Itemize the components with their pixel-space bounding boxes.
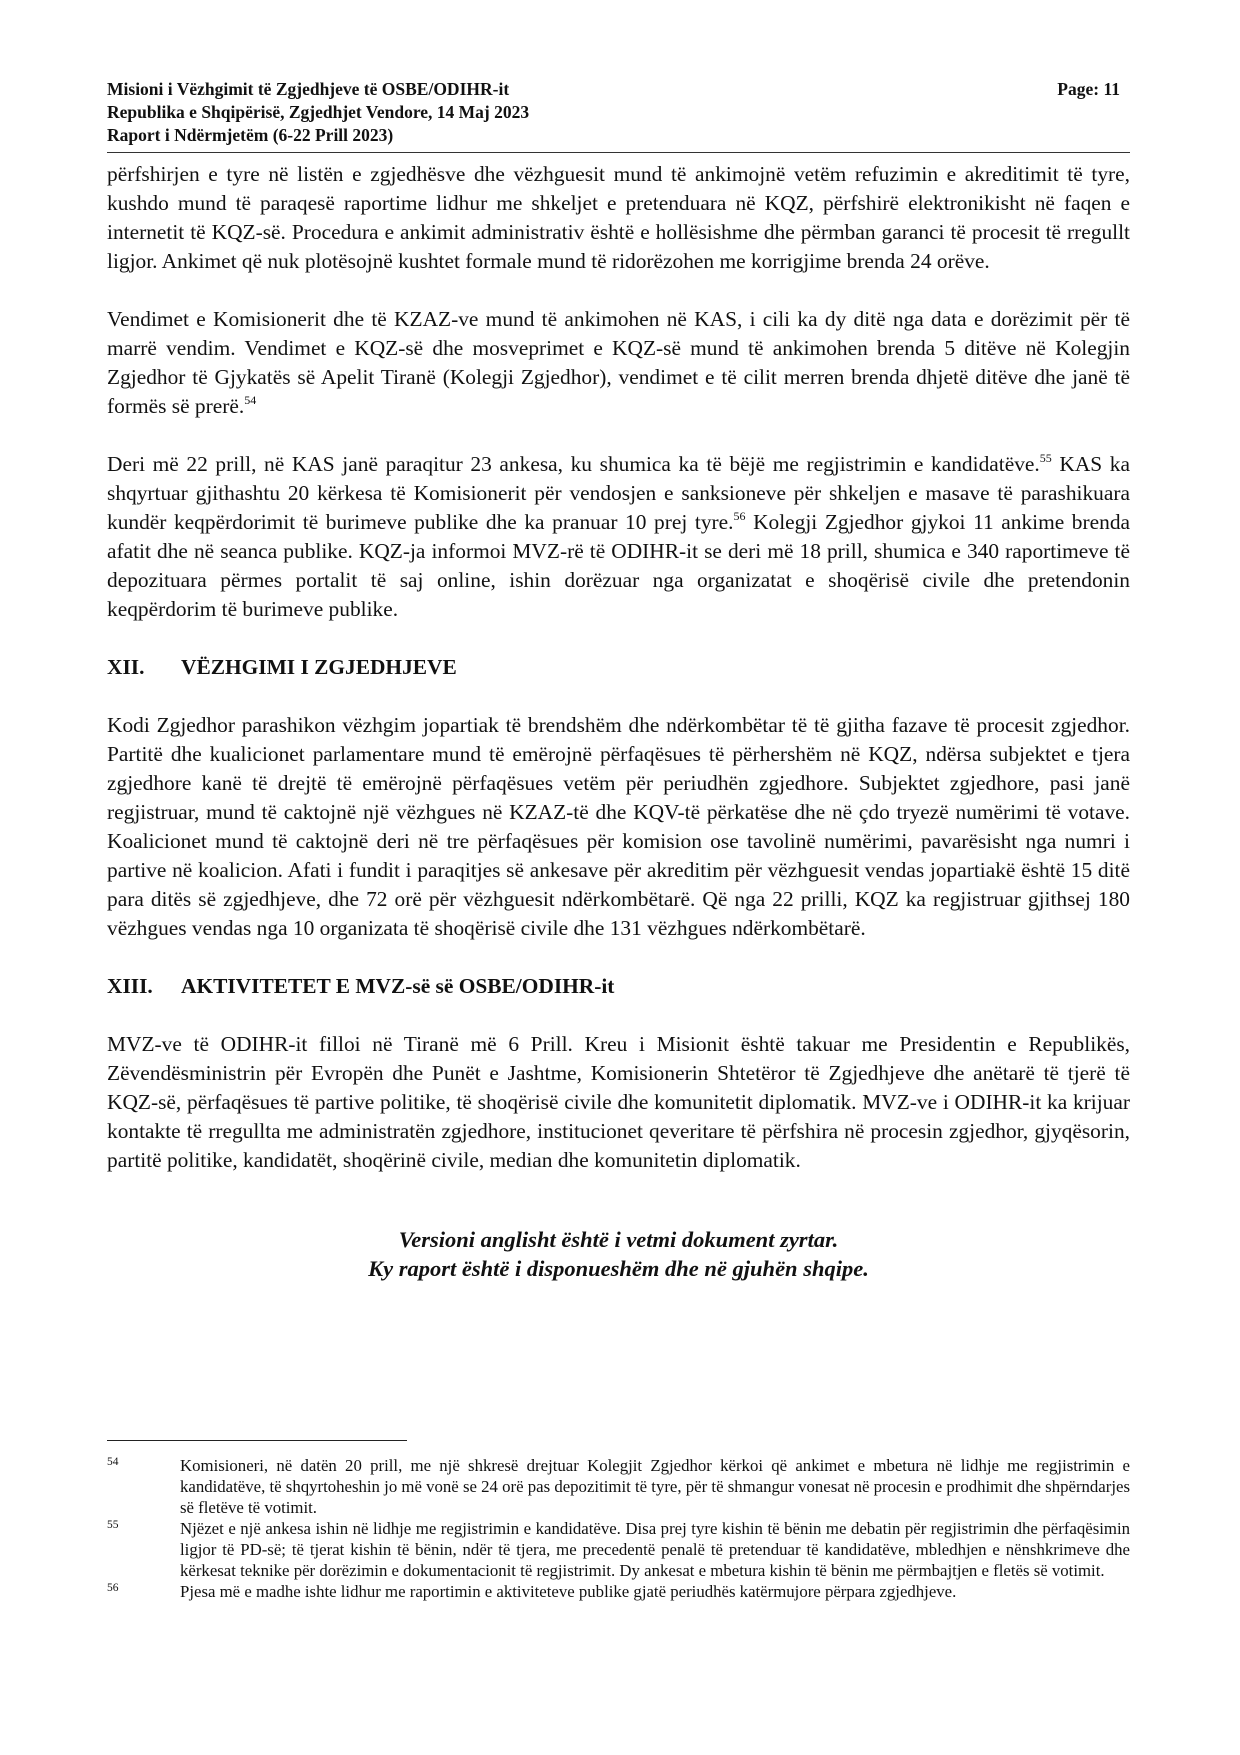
paragraph-appeals-procedure: përfshirjen e tyre në listën e zgjedhësve dhe vëzhguesit mund të ankimojnë vetëm refuzimin e akreditimit të tyre, kushdo mund të paraqesë raportime lidhur me shkeljet e pretenduara në KQZ, përfshirë elektronikisht në faqen e internetit të KQZ-së. Procedura e ankimit administrativ është e hollësishme dhe përmban garanci të procesit të rregullt ligjor. Ankimet që nuk plotësojnë kushtet formale mund të ridorëzohen me korrigjime brenda 24 orëve. bbox=[107, 162, 1130, 273]
footnote-text: Njëzet e një ankesa ishin në lidhje me regjistrimin e kandidatëve. Disa prej tyre kishin të bënin me debatin për regjistrimin dhe përfaqësimin ligjor të PD-së; të tjerat kishin të bënin, ndër të tjera, me precedentë penalë të pretenduar të kandidatëve, mbledhjen e nënshkrimeve dhe kërkesat teknike për dorëzimin e dokumentacionit të regjistrimit. Dy ankesat e mbetura kishin të bënin me përmbajtjen e fletës së votimit. bbox=[180, 1519, 1130, 1580]
page-body bbox=[107, 160, 1130, 1283]
footnote-ref-55[interactable]: 55 bbox=[1039, 451, 1052, 465]
section-title: VËZHGIMI I ZGJEDHJEVE bbox=[181, 655, 457, 679]
footnote-ref-56[interactable]: 56 bbox=[733, 509, 746, 523]
paragraph-election-observation: Kodi Zgjedhor parashikon vëzhgim jopartiak të brendshëm dhe ndërkombëtar të të gjitha fazave të procesit zgjedhor. Partitë dhe kualicionet parlamentare mund të emërojnë përfaqësues të përhershëm në KQZ, ndërsa subjektet e tjera zgjedhore kanë të drejtë të emërojnë përfaqësues vetëm për periudhën zgjedhore. Subjektet zgjedhore, pasi janë regjistruar, mund të caktojnë një vëzhgues në KZAZ-të dhe KQV-të përkatëse dhe në çdo tryezë numërimi të votave. Koalicionet mund të caktojnë deri në tre përfaqësues për komision ose tavolinë numërimi, pavarësisht nga numri i partive në koalicion. Afati i fundit i paraqitjes së ankesave për akreditim për vëzhguesit vendas jopartiakë është 15 ditë para ditës së zgjedhjeve, dhe 72 orë për vëzhguesit ndërkombëtarë. Që nga 22 prilli, KQZ ka regjistruar gjithsej 180 vëzhgues vendas nga 10 organizata të shoqërisë civile dhe 131 vëzhgues ndërkombëtarë. bbox=[107, 713, 1130, 940]
header-line-report: Raport i Ndërmjetëm (6-22 Prill 2023) bbox=[107, 125, 394, 145]
footnote-text: Komisioneri, në datën 20 prill, me një shkresë drejtuar Kolegjit Zgjedhor kërkoi që ankimet e mbetura në lidhje me regjistrimin e kandidatëve, të shqyrtoheshin jo më vonë se 24 orë pas depozitimit të tyre, për të shmangur vonesat në procesin e prodhimit dhe shpërndarjes së fletëve të votimit. bbox=[180, 1456, 1130, 1517]
section-number: XIII. bbox=[107, 974, 153, 998]
footnote-number: 54 bbox=[107, 1456, 119, 1468]
footnote-number: 55 bbox=[107, 1519, 119, 1531]
paragraph-text: Vendimet e Komisionerit dhe të KZAZ-ve mund të ankimohen në KAS, i cili ka dy ditë nga data e dorëzimit për të marrë vendim. Vendimet e KQZ-së dhe mosveprimet e KQZ-së mund të ankimohen brenda 5 ditëve në Kolegjin Zgjedhor të Gjykatës së Apelit Tiranë (Kolegji Zgjedhor), vendimet e të cilit merren brenda dhjetë ditëve dhe janë të formës së prerë. bbox=[107, 307, 1130, 418]
paragraph-text-part: Kolegji Zgjedhor gjykoi 11 ankime brenda afatit dhe në seanca publike. KQZ-ja informoi MVZ-rë të ODIHR-it se deri më 18 prill, shumica e 340 raportimeve të depozituara përmes portalit të saj online, ishin dorëzuar nga organizatat e shoqërisë civile dhe pretendonin keqpërdorim të burimeve publike. bbox=[107, 510, 1131, 621]
section-heading-election-observation bbox=[107, 653, 1130, 682]
footnote-54 bbox=[107, 1455, 1130, 1518]
official-version-notice bbox=[107, 1225, 1130, 1283]
page-number: Page: 11 bbox=[1057, 79, 1120, 99]
footnotes bbox=[107, 1455, 1130, 1602]
paragraph-complaints bbox=[107, 450, 1130, 624]
header-title-block bbox=[107, 78, 1130, 147]
footnote-56 bbox=[107, 1581, 1130, 1602]
section-title: AKTIVITETET E MVZ-së së OSBE/ODIHR-it bbox=[181, 974, 615, 998]
header-line-election: Republika e Shqipërisë, Zgjedhjet Vendore, 14 Maj 2023 bbox=[107, 102, 530, 122]
footnote-number: 56 bbox=[107, 1582, 119, 1594]
footnote-separator bbox=[107, 1440, 407, 1441]
paragraph-eom-activities: MVZ-ve të ODIHR-it filloi në Tiranë më 6 Prill. Kreu i Misionit është takuar me Presidentin e Republikës, Zëvendësministrin për Evropën dhe Punët e Jashtme, Komisionerin Shtetëror të Zgjedhjeve dhe anëtarë të tjerë të KQZ-së, përfaqësues të partive politike, të shoqërisë civile dhe komunitetit diplomatik. MVZ-ve i ODIHR-it ka krijuar kontakte të rregullta me administratën zgjedhore, institucionet qeveritare të përfshira në procesin zgjedhor, gjyqësorin, partitë politike, kandidatët, shoqërinë civile, median dhe komunitetin diplomatik. bbox=[107, 1032, 1130, 1172]
paragraph-text-part: Deri më 22 prill, në KAS janë paraqitur 23 ankesa, ku shumica ka të bëjë me regjistrimin e kandidatëve. bbox=[107, 452, 1040, 476]
footnote-text: Pjesa më e madhe ishte lidhur me raportimin e aktiviteteve publike gjatë periudhës katërmujore përpara zgjedhjeve. bbox=[180, 1582, 957, 1601]
header-line-mission: Misioni i Vëzhgimit të Zgjedhjeve të OSBE/ODIHR-it bbox=[107, 79, 510, 99]
section-number: XII. bbox=[107, 655, 145, 679]
footnote-ref-54[interactable]: 54 bbox=[244, 393, 257, 407]
notice-line-albanian: Ky raport është i disponueshëm dhe në gjuhën shqipe. bbox=[368, 1256, 869, 1281]
paragraph-text-part: KAS ka shqyrtuar gjithashtu 20 kërkesa të Komisionerit për vendosjen e sanksioneve për shkeljen e masave të parashikuara kundër keqpërdorimit të burimeve publike dhe ka pranuar 10 prej tyre. bbox=[107, 452, 1130, 534]
footnote-55 bbox=[107, 1518, 1130, 1581]
page-header bbox=[107, 78, 1130, 153]
notice-line-english: Versioni anglisht është i vetmi dokument zyrtar. bbox=[398, 1227, 839, 1252]
section-heading-eom-activities bbox=[107, 972, 1130, 1001]
paragraph-appeals-decisions bbox=[107, 305, 1130, 421]
